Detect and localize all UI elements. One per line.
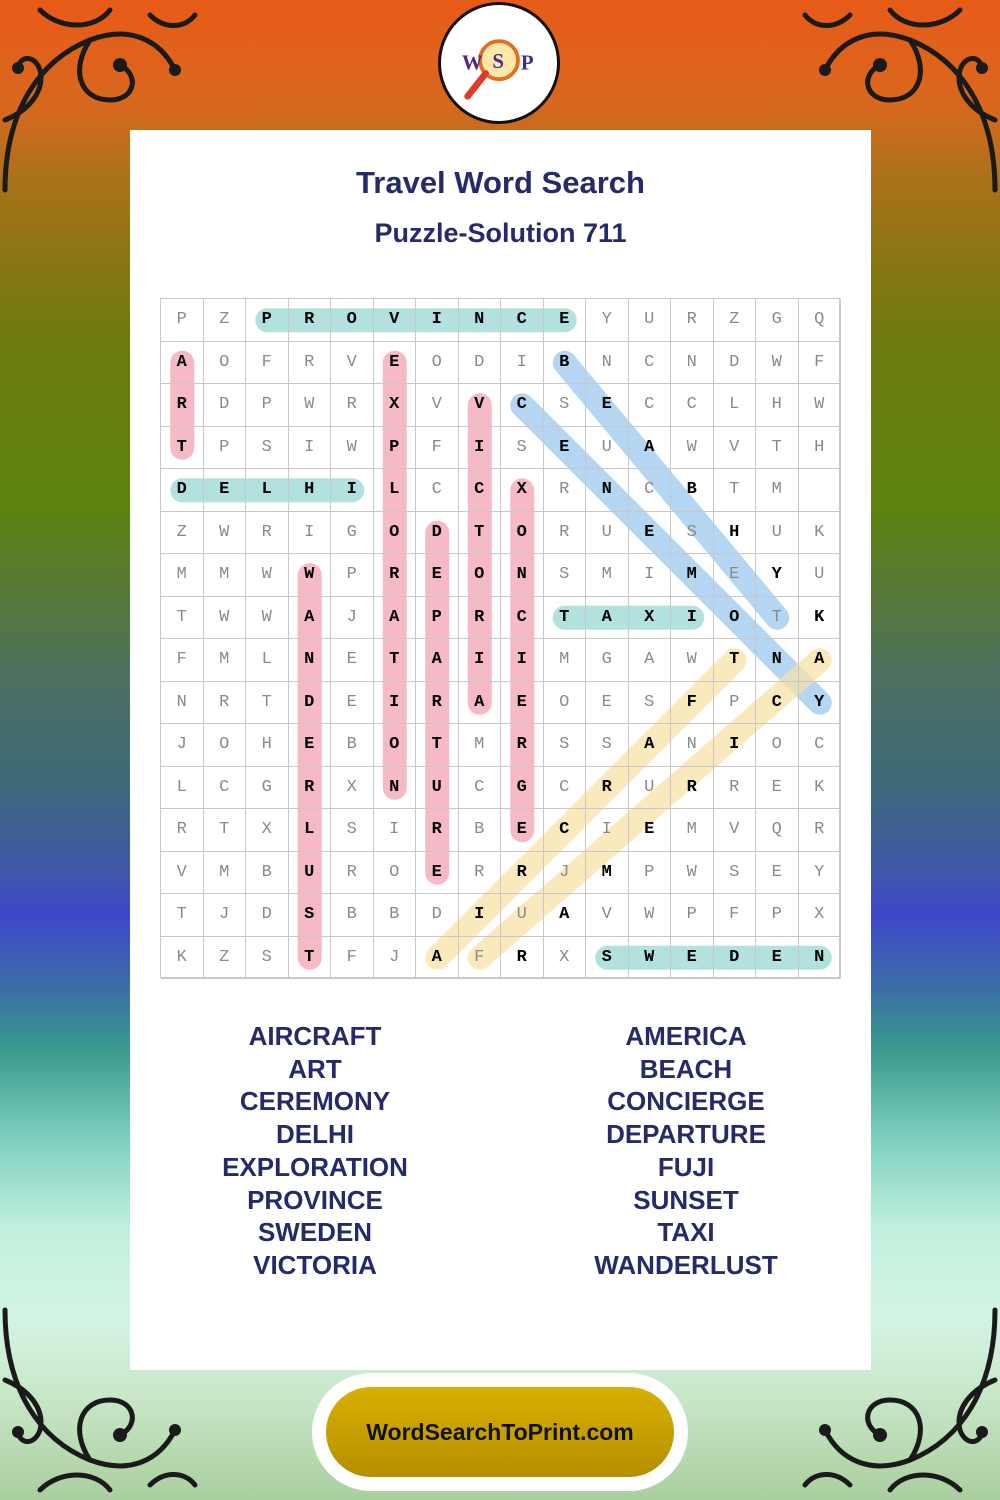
grid-cell: N xyxy=(501,554,544,597)
grid-cell: C xyxy=(501,384,544,427)
word-list-item: SWEDEN xyxy=(257,1217,373,1248)
grid-cell: D xyxy=(246,894,289,937)
grid-cell: T xyxy=(374,639,417,682)
grid-cell: B xyxy=(331,894,374,937)
grid-cell: C xyxy=(459,469,502,512)
grid-cell: O xyxy=(756,724,799,767)
grid-cell: O xyxy=(416,342,459,385)
word-list-item: AMERICA xyxy=(625,1021,747,1051)
grid-cell: O xyxy=(544,682,587,725)
grid-cell: R xyxy=(459,852,502,895)
grid-cell: S xyxy=(501,427,544,470)
grid-cell: E xyxy=(289,724,332,767)
grid-cell: J xyxy=(331,597,374,640)
grid-cell: R xyxy=(501,852,544,895)
grid-cell: C xyxy=(204,767,247,810)
grid-cell: C xyxy=(756,682,799,725)
grid-cell: H xyxy=(289,469,332,512)
grid-cell: A xyxy=(416,639,459,682)
grid-cell: G xyxy=(501,767,544,810)
word-search-grid xyxy=(160,298,840,978)
grid-cell: T xyxy=(161,427,204,470)
grid-cell: T xyxy=(161,597,204,640)
page-title: Travel Word Search xyxy=(356,165,645,200)
grid-cell: J xyxy=(544,852,587,895)
grid-cell: E xyxy=(204,469,247,512)
grid-cell: T xyxy=(416,724,459,767)
grid-cell: Y xyxy=(756,554,799,597)
grid-cell: W xyxy=(671,427,714,470)
grid-cell: O xyxy=(204,342,247,385)
grid-cell: M xyxy=(544,639,587,682)
grid-cell: C xyxy=(629,342,672,385)
grid-cell: T xyxy=(714,639,757,682)
grid-cell: I xyxy=(671,597,714,640)
grid-cell: R xyxy=(331,384,374,427)
grid-cell: O xyxy=(374,852,417,895)
word-list-item: WANDERLUST xyxy=(594,1249,778,1280)
grid-cell: K xyxy=(799,767,842,810)
grid-cell: P xyxy=(161,299,204,342)
grid-cell: B xyxy=(459,809,502,852)
grid-cell: T xyxy=(714,469,757,512)
grid-cell: X xyxy=(331,767,374,810)
grid-cell: V xyxy=(459,384,502,427)
grid-cell: G xyxy=(246,767,289,810)
grid-cell: I xyxy=(374,682,417,725)
footer-badge xyxy=(312,1373,688,1491)
word-list-item: DEPARTURE xyxy=(606,1119,766,1150)
grid-cell: O xyxy=(204,724,247,767)
grid-cell: W xyxy=(799,384,842,427)
wsp-logo xyxy=(438,2,560,124)
word-list-right xyxy=(501,1020,871,1282)
grid-cell: R xyxy=(331,852,374,895)
grid-cell: P xyxy=(629,852,672,895)
grid-cell: W xyxy=(671,852,714,895)
grid-cell: C xyxy=(544,809,587,852)
grid-cell: D xyxy=(161,469,204,512)
grid-cell: T xyxy=(246,682,289,725)
grid-cell: B xyxy=(671,469,714,512)
grid-cell: R xyxy=(586,767,629,810)
grid-cell: Z xyxy=(204,299,247,342)
grid-cell: T xyxy=(756,427,799,470)
grid-cell: U xyxy=(756,512,799,555)
grid-cell: T xyxy=(544,597,587,640)
grid-cell: M xyxy=(204,639,247,682)
grid-cell: L xyxy=(714,384,757,427)
grid-cell: F xyxy=(671,682,714,725)
word-list-item: AIRCRAFT xyxy=(248,1021,382,1051)
grid-cell: C xyxy=(799,724,842,767)
grid-cell: V xyxy=(374,299,417,342)
grid-cell: O xyxy=(374,724,417,767)
grid-cell: G xyxy=(756,299,799,342)
grid-cell: M xyxy=(459,724,502,767)
grid-cell: D xyxy=(714,937,757,980)
grid-cell: W xyxy=(756,342,799,385)
grid-cell: U xyxy=(289,852,332,895)
grid-cell: S xyxy=(671,512,714,555)
grid-cell: C xyxy=(629,384,672,427)
grid-cell: F xyxy=(799,342,842,385)
grid-cell: I xyxy=(374,809,417,852)
grid-cell: I xyxy=(501,342,544,385)
grid-cell: P xyxy=(671,894,714,937)
grid-cell: S xyxy=(714,852,757,895)
grid-cell: V xyxy=(331,342,374,385)
grid-cell: W xyxy=(331,427,374,470)
grid-cell: D xyxy=(416,512,459,555)
grid-cell: C xyxy=(459,767,502,810)
grid-cell: X xyxy=(544,937,587,980)
grid-cell: M xyxy=(756,469,799,512)
grid-cell: E xyxy=(331,682,374,725)
grid-cell: V xyxy=(714,809,757,852)
grid-cell: X xyxy=(374,384,417,427)
grid-cell: R xyxy=(289,767,332,810)
grid-cell: R xyxy=(374,554,417,597)
grid-cell: M xyxy=(586,852,629,895)
word-list-item: SUNSET xyxy=(633,1184,739,1215)
grid-cell: R xyxy=(714,767,757,810)
grid-cell: Y xyxy=(799,682,842,725)
grid-cell: U xyxy=(799,554,842,597)
grid-cell: W xyxy=(289,554,332,597)
grid-cell: D xyxy=(416,894,459,937)
grid-cell: C xyxy=(671,384,714,427)
grid-cell: H xyxy=(756,384,799,427)
grid-cell: W xyxy=(629,894,672,937)
grid-cell: Y xyxy=(586,299,629,342)
grid-cell: J xyxy=(161,724,204,767)
word-list-item: FUJI xyxy=(657,1151,715,1182)
grid-cell: K xyxy=(799,597,842,640)
grid-cell: D xyxy=(289,682,332,725)
grid-cell: M xyxy=(161,554,204,597)
grid-cell: R xyxy=(161,809,204,852)
grid-cell: M xyxy=(586,554,629,597)
grid-cell: A xyxy=(459,682,502,725)
grid-cell: Z xyxy=(161,512,204,555)
grid-cell: S xyxy=(544,724,587,767)
grid-cell: I xyxy=(331,469,374,512)
grid-cell: S xyxy=(586,724,629,767)
grid-cell: X xyxy=(246,809,289,852)
grid-cell: O xyxy=(459,554,502,597)
grid-cell: I xyxy=(586,809,629,852)
grid-cell: E xyxy=(714,554,757,597)
grid-cell: E xyxy=(544,427,587,470)
grid-cell: E xyxy=(629,512,672,555)
letter-cells xyxy=(161,299,841,979)
word-list-item: PROVINCE xyxy=(247,1184,383,1215)
grid-cell: V xyxy=(586,894,629,937)
grid-cell: A xyxy=(629,724,672,767)
grid-cell: Z xyxy=(714,299,757,342)
grid-cell xyxy=(799,469,842,512)
grid-cell: U xyxy=(629,767,672,810)
grid-cell: A xyxy=(289,597,332,640)
grid-cell: E xyxy=(544,299,587,342)
grid-cell: I xyxy=(289,427,332,470)
grid-cell: A xyxy=(629,639,672,682)
grid-cell: O xyxy=(331,299,374,342)
grid-cell: W xyxy=(246,597,289,640)
grid-cell: F xyxy=(161,639,204,682)
grid-cell: E xyxy=(671,937,714,980)
word-list-left xyxy=(130,1020,500,1282)
grid-cell: A xyxy=(161,342,204,385)
grid-cell: O xyxy=(374,512,417,555)
grid-cell: E xyxy=(756,767,799,810)
grid-cell: I xyxy=(416,299,459,342)
grid-cell: X xyxy=(501,469,544,512)
grid-cell: R xyxy=(416,682,459,725)
grid-cell: L xyxy=(161,767,204,810)
grid-cell: F xyxy=(416,427,459,470)
grid-cell: I xyxy=(459,427,502,470)
grid-cell: A xyxy=(544,894,587,937)
grid-cell: B xyxy=(331,724,374,767)
grid-cell: C xyxy=(416,469,459,512)
grid-cell: E xyxy=(756,937,799,980)
grid-cell: E xyxy=(586,384,629,427)
grid-cell: F xyxy=(331,937,374,980)
grid-cell: G xyxy=(331,512,374,555)
grid-cell: W xyxy=(289,384,332,427)
grid-cell: L xyxy=(289,809,332,852)
grid-cell: N xyxy=(756,639,799,682)
grid-cell: P xyxy=(204,427,247,470)
grid-cell: P xyxy=(246,299,289,342)
grid-cell: D xyxy=(714,342,757,385)
grid-cell: S xyxy=(246,937,289,980)
logo-letter-w: W xyxy=(461,50,483,75)
grid-cell: V xyxy=(416,384,459,427)
word-list-item: EXPLORATION xyxy=(222,1151,408,1182)
grid-cell: D xyxy=(204,384,247,427)
grid-cell: E xyxy=(416,554,459,597)
grid-cell: Q xyxy=(756,809,799,852)
grid-cell: L xyxy=(374,469,417,512)
grid-cell: T xyxy=(459,512,502,555)
grid-cell: E xyxy=(629,809,672,852)
grid-cell: C xyxy=(501,597,544,640)
grid-cell: A xyxy=(586,597,629,640)
grid-cell: F xyxy=(459,937,502,980)
grid-cell: E xyxy=(331,639,374,682)
grid-cell: U xyxy=(586,512,629,555)
grid-cell: S xyxy=(544,384,587,427)
grid-cell: P xyxy=(756,894,799,937)
grid-cell: M xyxy=(204,554,247,597)
grid-cell: S xyxy=(544,554,587,597)
grid-cell: H xyxy=(246,724,289,767)
grid-cell: I xyxy=(459,894,502,937)
grid-cell: R xyxy=(416,809,459,852)
grid-cell: R xyxy=(459,597,502,640)
grid-cell: R xyxy=(289,299,332,342)
grid-cell: A xyxy=(629,427,672,470)
grid-cell: L xyxy=(246,469,289,512)
grid-cell: N xyxy=(459,299,502,342)
grid-cell: V xyxy=(161,852,204,895)
grid-cell: J xyxy=(374,937,417,980)
site-link-button[interactable]: WordSearchToPrint.com xyxy=(326,1387,674,1477)
grid-cell: C xyxy=(501,299,544,342)
grid-cell: V xyxy=(714,427,757,470)
grid-cell: R xyxy=(289,342,332,385)
grid-cell: P xyxy=(331,554,374,597)
grid-cell: T xyxy=(756,597,799,640)
grid-cell: U xyxy=(629,299,672,342)
grid-cell: F xyxy=(714,894,757,937)
grid-cell: R xyxy=(671,767,714,810)
grid-cell: G xyxy=(586,639,629,682)
grid-cell: H xyxy=(799,427,842,470)
grid-cell: U xyxy=(501,894,544,937)
grid-cell: R xyxy=(501,937,544,980)
grid-cell: X xyxy=(629,597,672,640)
grid-cell: Y xyxy=(799,852,842,895)
grid-cell: R xyxy=(544,469,587,512)
grid-cell: J xyxy=(204,894,247,937)
grid-cell: F xyxy=(246,342,289,385)
grid-cell: A xyxy=(799,639,842,682)
grid-cell: R xyxy=(671,299,714,342)
grid-cell: B xyxy=(246,852,289,895)
word-list-item: BEACH xyxy=(639,1053,733,1084)
grid-cell: W xyxy=(204,512,247,555)
grid-cell: N xyxy=(671,342,714,385)
grid-cell: I xyxy=(459,639,502,682)
grid-cell: E xyxy=(374,342,417,385)
grid-cell: L xyxy=(246,639,289,682)
grid-cell: X xyxy=(799,894,842,937)
grid-cell: E xyxy=(501,809,544,852)
grid-cell: N xyxy=(161,682,204,725)
grid-cell: C xyxy=(544,767,587,810)
grid-cell: C xyxy=(629,469,672,512)
grid-cell: M xyxy=(671,809,714,852)
grid-cell: S xyxy=(586,937,629,980)
grid-cell: W xyxy=(246,554,289,597)
grid-cell: D xyxy=(459,342,502,385)
grid-cell: I xyxy=(714,724,757,767)
grid-cell: N xyxy=(586,342,629,385)
grid-cell: M xyxy=(671,554,714,597)
page-subtitle: Puzzle-Solution 711 xyxy=(374,218,627,248)
grid-cell: N xyxy=(374,767,417,810)
word-list-item: TAXI xyxy=(657,1217,715,1248)
logo-letter-s: S xyxy=(492,48,504,73)
logo-letter-p: P xyxy=(520,50,534,75)
grid-cell: R xyxy=(204,682,247,725)
grid-cell: W xyxy=(629,937,672,980)
grid-cell: O xyxy=(501,512,544,555)
grid-cell: U xyxy=(416,767,459,810)
word-list-item: CONCIERGE xyxy=(607,1086,765,1117)
grid-cell: B xyxy=(544,342,587,385)
grid-cell: R xyxy=(544,512,587,555)
grid-cell: E xyxy=(416,852,459,895)
grid-cell: S xyxy=(246,427,289,470)
grid-cell: T xyxy=(204,809,247,852)
grid-cell: R xyxy=(246,512,289,555)
grid-cell: P xyxy=(374,427,417,470)
grid-cell: N xyxy=(289,639,332,682)
grid-cell: N xyxy=(586,469,629,512)
grid-cell: I xyxy=(629,554,672,597)
grid-cell: N xyxy=(671,724,714,767)
grid-cell: U xyxy=(586,427,629,470)
grid-cell: P xyxy=(714,682,757,725)
grid-cell: A xyxy=(416,937,459,980)
grid-cell: T xyxy=(289,937,332,980)
grid-cell: H xyxy=(714,512,757,555)
puzzle-card xyxy=(130,130,871,1370)
grid-cell: E xyxy=(586,682,629,725)
grid-cell: R xyxy=(799,809,842,852)
grid-cell: Z xyxy=(204,937,247,980)
grid-cell: K xyxy=(799,512,842,555)
grid-cell: B xyxy=(374,894,417,937)
grid-cell: P xyxy=(246,384,289,427)
grid-cell: Q xyxy=(799,299,842,342)
grid-cell: W xyxy=(204,597,247,640)
grid-cell: I xyxy=(501,639,544,682)
grid-cell: A xyxy=(374,597,417,640)
word-list-item: CEREMONY xyxy=(239,1086,391,1117)
grid-cell: T xyxy=(161,894,204,937)
grid-cell: I xyxy=(289,512,332,555)
grid-cell: R xyxy=(161,384,204,427)
grid-cell: S xyxy=(331,809,374,852)
grid-cell: E xyxy=(501,682,544,725)
grid-cell: K xyxy=(161,937,204,980)
grid-cell: P xyxy=(416,597,459,640)
grid-cell: M xyxy=(204,852,247,895)
grid-cell: W xyxy=(671,639,714,682)
word-list-item: DELHI xyxy=(276,1119,354,1150)
grid-cell: R xyxy=(501,724,544,767)
grid-cell: E xyxy=(756,852,799,895)
grid-cell: S xyxy=(289,894,332,937)
word-list-item: VICTORIA xyxy=(253,1249,377,1280)
grid-cell: O xyxy=(714,597,757,640)
grid-cell: S xyxy=(629,682,672,725)
word-list-item: ART xyxy=(288,1053,342,1084)
grid-cell: N xyxy=(799,937,842,980)
